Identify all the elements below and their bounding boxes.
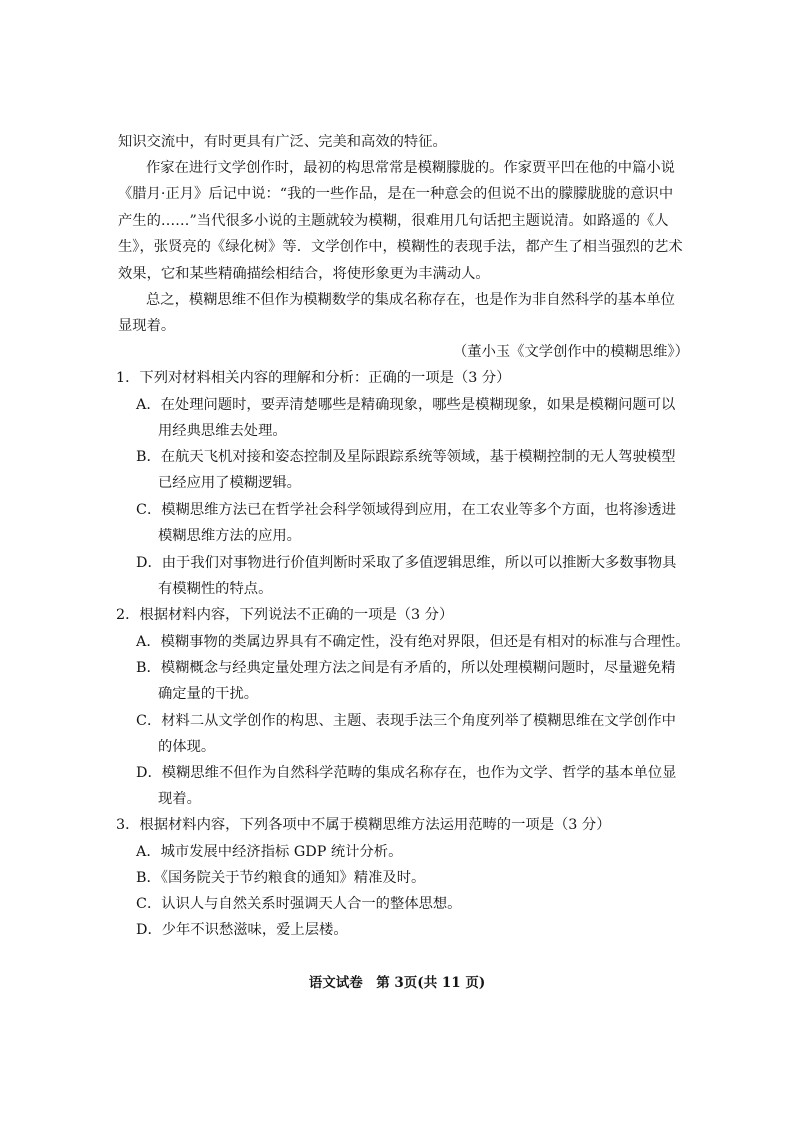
question-1-option-c-cont: 模糊思维方法的应用。 [158, 528, 301, 544]
question-1-option-b-cont: 已经应用了模糊逻辑。 [158, 475, 301, 491]
question-3-stem: 3．根据材料内容，下列各项中不属于模糊思维方法运用范畴的一项是（3 分） [116, 817, 611, 833]
question-3-option-c: C．认识人与自然关系时强调天人合一的整体思想。 [136, 896, 462, 912]
question-1-stem: 1．下列对材料相关内容的理解和分析：正确的一项是（3 分） [116, 370, 511, 386]
question-1-option-d: D．由于我们对事物进行价值判断时采取了多值逻辑思维，所以可以推断大多数事物具 [136, 555, 677, 571]
question-3-option-b: B．《国务院关于节约粮食的通知》精准及时。 [136, 870, 426, 886]
passage-line: 显现着。 [118, 318, 176, 334]
question-2-option-d-cont: 现着。 [158, 791, 201, 807]
question-3-option-d: D．少年不识愁滋味，爱上层楼。 [136, 922, 348, 938]
question-2-option-b-cont: 确定量的干扰。 [158, 686, 259, 702]
question-1-option-a: A．在处理问题时，要弄清楚哪些是精确现象，哪些是模糊现象，如果是模糊问题可以 [136, 397, 676, 413]
passage-line: 作家在进行文学创作时，最初的构思常常是模糊朦胧的。作家贾平凹在他的中篇小说 [146, 160, 675, 176]
page-footer: 语文试卷 第 3页(共 11 页) [308, 975, 486, 991]
passage-citation: （董小玉《文学创作中的模糊思维》） [453, 344, 689, 360]
passage-line: 总之，模糊思维不但作为模糊数学的集成名称存在，也是作为非自然科学的基本单位 [146, 292, 675, 308]
question-1-option-b: B．在航天飞机对接和姿态控制及星际跟踪系统等领域，基于模糊控制的无人驾驶模型 [136, 449, 676, 465]
question-2-option-b: B．模糊概念与经典定量处理方法之间是有矛盾的，所以处理模糊问题时，尽量避免精 [136, 660, 676, 676]
question-2-stem: 2．根据材料内容，下列说法不正确的一项是（3 分） [116, 607, 454, 623]
question-1-option-d-cont: 有模糊性的特点。 [158, 581, 273, 597]
question-2-option-c: C．材料二从文学创作的构思、主题、表现手法三个角度列举了模糊思维在文学创作中 [136, 713, 676, 729]
passage-line: 《腊月·正月》后记中说：“我的一些作品，是在一种意会的但说不出的朦朦胧胧的意识中 [118, 186, 674, 202]
passage-line: 生》，张贤亮的《绿化树》等．文学创作中，模糊性的表现手法，都产生了相当强烈的艺术 [118, 239, 683, 255]
passage-line: 知识交流中，有时更具有广泛、完美和高效的特征。 [118, 134, 447, 150]
passage-line: 效果，它和某些精确描绘相结合，将使形象更为丰满动人。 [118, 266, 490, 282]
question-2-option-d: D．模糊思维不但作为自然科学范畴的集成名称存在，也作为文学、哲学的基本单位显 [136, 765, 677, 781]
question-1-option-c: C．模糊思维方法已在哲学社会科学领域得到应用，在工农业等多个方面，也将渗透进 [136, 502, 676, 518]
passage-line: 产生的……”当代很多小说的主题就较为模糊，很难用几句话把主题说清。如路遥的《人 [118, 213, 669, 229]
question-2-option-c-cont: 的体现。 [158, 739, 216, 755]
question-2-option-a: A．模糊事物的类属边界具有不确定性，没有绝对界限，但还是有相对的标准与合理性。 [136, 634, 690, 650]
question-3-option-a: A．城市发展中经济指标 GDP 统计分析。 [136, 844, 403, 860]
question-1-option-a-cont: 用经典思维去处理。 [158, 423, 287, 439]
